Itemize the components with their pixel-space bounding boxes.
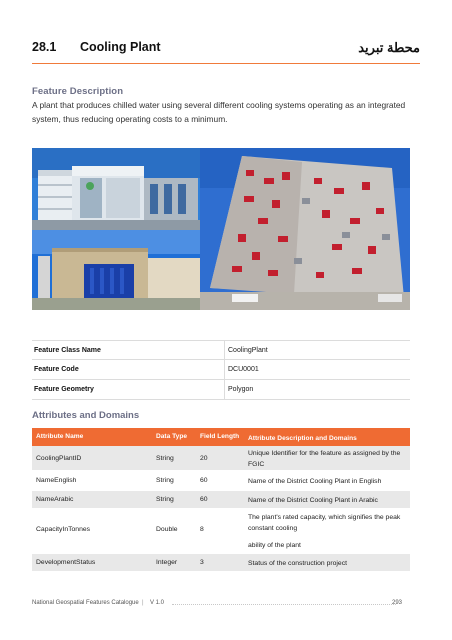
attribute-length: 8 [200, 526, 204, 533]
attribute-description: Name of the District Cooling Plant in English [248, 478, 382, 485]
attribute-length: 3 [200, 559, 204, 566]
attribute-type: String [156, 477, 174, 484]
column-header-data-type: Data Type [156, 433, 188, 440]
attribute-length: 20 [200, 455, 208, 462]
info-row-class-name [32, 340, 410, 360]
section-arabic-title: محطة تبريد [358, 40, 420, 55]
column-header-attribute-name: Attribute Name [36, 433, 84, 440]
attribute-name: NameArabic [36, 496, 74, 503]
feature-info-table [32, 340, 410, 400]
attribute-type: String [156, 455, 174, 462]
info-row-geometry [32, 380, 410, 400]
attribute-type: String [156, 496, 174, 503]
info-label: Feature Code [34, 366, 79, 373]
footer-separator: | [142, 600, 144, 606]
info-divider [224, 341, 225, 359]
footer-catalogue-name: National Geospatial Features Catalogue [32, 600, 139, 606]
info-divider [224, 360, 225, 379]
attribute-description-cont: FGIC [248, 461, 265, 468]
section-number: 28.1 [32, 40, 57, 54]
table-row [32, 491, 410, 510]
attribute-description-cont: ability of the plant [248, 542, 301, 549]
info-label: Feature Class Name [34, 347, 101, 354]
attribute-name: CapacityInTonnes [36, 526, 91, 533]
column-header-description: Attribute Description and Domains [248, 435, 357, 442]
attribute-name: DevelopmentStatus [36, 559, 96, 566]
attributes-heading: Attributes and Domains [32, 410, 140, 421]
table-row [32, 510, 410, 554]
attribute-description: Name of the District Cooling Plant in Arabic [248, 497, 378, 504]
attributes-table-header [32, 428, 410, 446]
attributes-table [32, 428, 410, 573]
attribute-description: Status of the construction project [248, 560, 347, 567]
attribute-type: Double [156, 526, 178, 533]
table-row [32, 554, 410, 573]
footer-version: V 1.0 [150, 600, 165, 606]
attribute-description: The plant's rated capacity, which signifies the peak [248, 514, 401, 521]
table-row [32, 446, 410, 472]
info-row-code [32, 360, 410, 380]
table-row [32, 472, 410, 491]
attribute-description-cont: constant cooling [248, 525, 298, 532]
page-footer [32, 598, 410, 610]
attribute-type: Integer [156, 559, 178, 566]
attribute-name: NameEnglish [36, 477, 77, 484]
section-header [32, 40, 420, 56]
feature-description-text: A plant that produces chilled water using several different cooling systems operating as an integrated system, thus reducing operating costs to a minimum. [32, 100, 406, 124]
attribute-name: CoolingPlantID [36, 455, 82, 462]
footer-dotted-leader [172, 604, 396, 605]
footer-page-number: 293 [391, 600, 402, 606]
info-label: Feature Geometry [34, 386, 94, 393]
info-value: CoolingPlant [228, 347, 268, 354]
info-divider [224, 380, 225, 399]
attribute-length: 60 [200, 477, 208, 484]
feature-description-heading: Feature Description [32, 86, 124, 97]
section-title: Cooling Plant [80, 40, 161, 54]
cooling-plant-photo [32, 148, 410, 310]
header-divider [32, 63, 420, 64]
attribute-description: Unique Identifier for the feature as assigned by the [248, 450, 401, 457]
info-value: Polygon [228, 386, 254, 393]
attribute-length: 60 [200, 496, 208, 503]
info-value: DCU0001 [228, 366, 259, 373]
column-header-field-length: Field Length [200, 433, 240, 440]
